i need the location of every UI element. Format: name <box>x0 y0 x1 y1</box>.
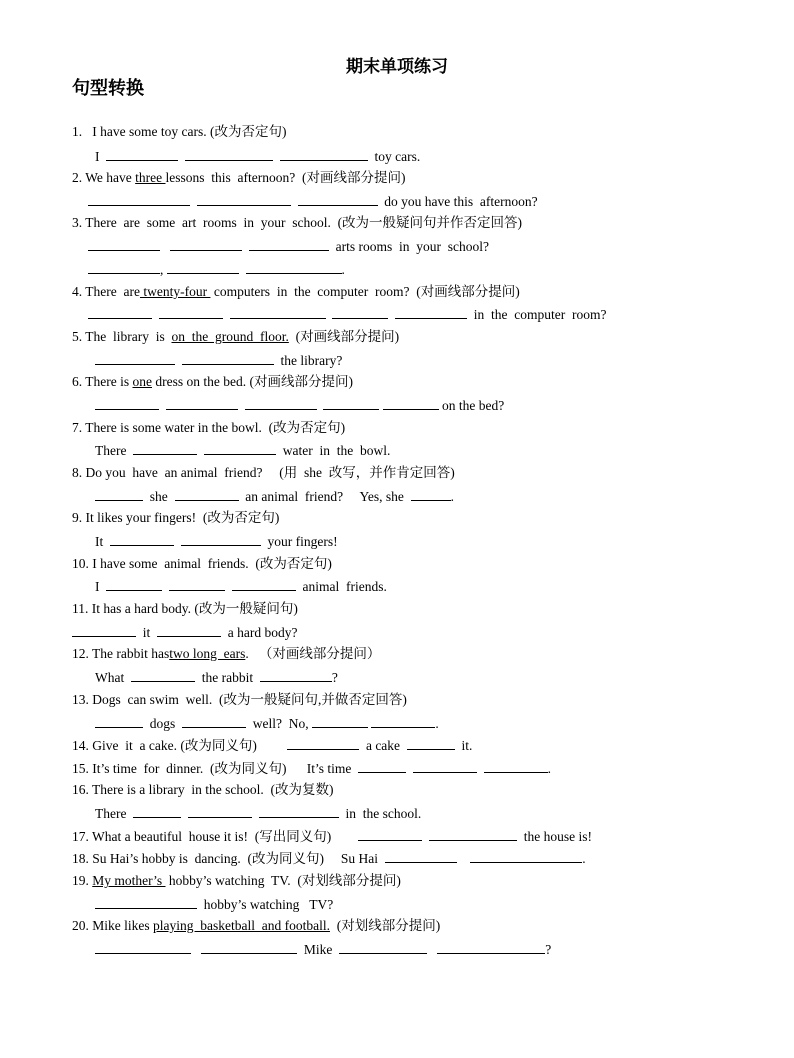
question-2 <box>72 170 405 186</box>
question-text: hobby’s watching TV. (对划线部分提问) <box>165 873 401 888</box>
answer-word: , <box>160 262 164 277</box>
question-10: 10. I have some animal friends. (改为否定句) <box>72 556 332 571</box>
answer-blank[interactable] <box>88 306 152 319</box>
answer-blank[interactable] <box>470 850 582 863</box>
question-text: (对划线部分提问) <box>329 918 441 933</box>
answer-blank[interactable] <box>106 148 178 161</box>
question-19 <box>72 873 401 889</box>
answer-word: . <box>582 851 586 866</box>
answer-blank[interactable] <box>167 261 239 274</box>
answer-blank[interactable] <box>260 669 332 682</box>
answer-word: Su Hai <box>340 851 378 866</box>
question-number: 1. <box>72 124 83 139</box>
question-3: 3. There are some art rooms in your school. (改为一般疑问句并作否定回答) <box>72 215 523 230</box>
question-13: 13. Dogs can swim well. (改为一般疑问句,并做否定回答) <box>72 692 407 707</box>
answer-word: on the bed? <box>442 398 505 413</box>
answer-line-2 <box>88 193 538 210</box>
section-heading: 句型转换 <box>72 78 144 99</box>
question-7: 7. There is some water in the bowl. (改为否定句) <box>72 420 346 435</box>
answer-blank[interactable] <box>332 306 388 319</box>
answer-blank[interactable] <box>88 193 190 206</box>
answer-word: It’s time <box>306 761 352 776</box>
answer-word: There <box>95 443 127 458</box>
answer-line-10 <box>95 578 387 595</box>
question-text: 15. It’s time for dinner. (改为同义句) <box>72 761 287 776</box>
question-text: 18. Su Hai’s hobby is dancing. (改为同义句) <box>72 851 324 866</box>
underlined-phrase: two long ears <box>169 646 246 661</box>
answer-word: . <box>547 761 551 776</box>
answer-word: It <box>95 534 104 549</box>
answer-blank[interactable] <box>407 737 455 750</box>
answer-word: water in the bowl. <box>282 443 391 458</box>
question-text: I have some toy cars. (改为否定句) <box>92 124 287 139</box>
question-9: 9. It likes your fingers! (改为否定句) <box>72 510 280 525</box>
answer-word: she <box>149 489 168 504</box>
answer-blank[interactable] <box>201 941 297 954</box>
question-text: 17. What a beautiful house it is! (写出同义句) <box>72 829 332 844</box>
answer-blank[interactable] <box>358 828 422 841</box>
answer-blank[interactable] <box>88 261 160 274</box>
question-6 <box>72 374 353 390</box>
question-5 <box>72 329 399 345</box>
page-title: 期末单项练习 <box>346 57 448 77</box>
answer-word: the rabbit <box>201 670 254 685</box>
question-18 <box>72 850 586 867</box>
answer-blank[interactable] <box>484 760 548 773</box>
answer-line-7 <box>95 442 390 459</box>
question-text: 20. Mike likes <box>72 918 153 933</box>
answer-blank[interactable] <box>182 352 274 365</box>
answer-blank[interactable] <box>157 624 221 637</box>
answer-word: arts rooms in your school? <box>335 239 489 254</box>
answer-word: do you have this afternoon? <box>384 194 538 209</box>
answer-blank[interactable] <box>72 624 136 637</box>
answer-blank[interactable] <box>133 442 197 455</box>
answer-word: . <box>435 716 439 731</box>
answer-word: your fingers! <box>267 534 338 549</box>
answer-line-3 <box>88 238 489 255</box>
question-4 <box>72 284 520 300</box>
answer-line-3b <box>88 261 345 278</box>
underlined-phrase: playing basketball and football. <box>153 918 330 933</box>
underlined-phrase: twenty-four <box>139 284 211 299</box>
question-11: 11. It has a hard body. (改为一般疑问句) <box>72 601 298 616</box>
question-text: computers in the computer room? (对画线部分提问) <box>210 284 520 299</box>
answer-blank[interactable] <box>133 805 181 818</box>
answer-blank[interactable] <box>159 306 223 319</box>
answer-blank[interactable] <box>182 715 246 728</box>
answer-blank[interactable] <box>358 760 406 773</box>
answer-word: I <box>95 149 100 164</box>
underlined-phrase: one <box>132 374 152 389</box>
answer-word: ? <box>545 942 552 957</box>
answer-word: Yes, she <box>359 489 404 504</box>
answer-blank[interactable] <box>110 533 174 546</box>
answer-blank[interactable] <box>280 148 368 161</box>
question-text: (对画线部分提问) <box>288 329 400 344</box>
answer-word: Mike <box>303 942 333 957</box>
question-text: 14. Give it a cake. (改为同义句) <box>72 738 257 753</box>
answer-blank[interactable] <box>323 397 379 410</box>
answer-blank[interactable] <box>95 715 143 728</box>
answer-line-1 <box>95 148 420 165</box>
answer-blank[interactable] <box>429 828 517 841</box>
answer-blank[interactable] <box>95 397 159 410</box>
answer-word: There <box>95 806 127 821</box>
answer-blank[interactable] <box>298 193 378 206</box>
answer-blank[interactable] <box>395 306 467 319</box>
question-text: 5. The library is <box>72 329 172 344</box>
answer-blank[interactable] <box>88 238 160 251</box>
question-15 <box>72 760 551 777</box>
answer-blank[interactable] <box>312 715 368 728</box>
answer-blank[interactable] <box>106 578 162 591</box>
answer-blank[interactable] <box>245 397 317 410</box>
answer-blank[interactable] <box>230 306 326 319</box>
underlined-phrase: My mother’s <box>92 873 166 888</box>
answer-word: dogs <box>149 716 176 731</box>
answer-blank[interactable] <box>371 715 435 728</box>
question-text: . （对画线部分提问） <box>245 646 381 661</box>
answer-blank[interactable] <box>437 941 545 954</box>
answer-blank[interactable] <box>287 737 359 750</box>
answer-word: toy cars. <box>374 149 421 164</box>
answer-blank[interactable] <box>95 352 175 365</box>
question-text: 4. There are <box>72 284 140 299</box>
answer-word: hobby’s watching TV? <box>203 897 334 912</box>
answer-line-20 <box>95 941 551 958</box>
answer-line-8 <box>95 488 454 505</box>
question-16: 16. There is a library in the school. (改为复数) <box>72 782 334 797</box>
answer-line-19 <box>95 896 333 913</box>
question-12 <box>72 646 380 662</box>
answer-blank[interactable] <box>188 805 252 818</box>
answer-word: What <box>95 670 125 685</box>
answer-word: I <box>95 579 100 594</box>
answer-blank[interactable] <box>385 850 457 863</box>
question-number: 19. <box>72 873 93 888</box>
answer-word: . <box>341 262 345 277</box>
underlined-phrase: three <box>135 170 166 185</box>
answer-word: animal friends. <box>302 579 387 594</box>
question-text: 6. There is <box>72 374 133 389</box>
answer-blank[interactable] <box>175 488 239 501</box>
answer-line-6 <box>95 397 504 414</box>
answer-blank[interactable] <box>166 397 238 410</box>
answer-blank[interactable] <box>170 238 242 251</box>
answer-word: ? <box>331 670 338 685</box>
answer-blank[interactable] <box>95 896 197 909</box>
question-text: 12. The rabbit has <box>72 646 170 661</box>
question-14 <box>72 737 472 754</box>
answer-blank[interactable] <box>95 488 143 501</box>
answer-blank[interactable] <box>131 669 195 682</box>
answer-blank[interactable] <box>383 397 439 410</box>
answer-word: in the computer room? <box>473 307 607 322</box>
question-1 <box>72 124 286 140</box>
question-17 <box>72 828 592 845</box>
question-text: 2. We have <box>72 170 136 185</box>
answer-line-12 <box>95 669 338 686</box>
answer-word: . <box>450 489 454 504</box>
answer-word: the library? <box>280 353 343 368</box>
answer-blank[interactable] <box>95 941 191 954</box>
answer-line-4 <box>88 306 606 323</box>
answer-line-5 <box>95 352 342 369</box>
answer-word: a cake <box>365 738 401 753</box>
question-8: 8. Do you have an animal friend? (用 she 改写，并作肯定回答) <box>72 465 455 480</box>
answer-blank[interactable] <box>249 238 329 251</box>
answer-blank[interactable] <box>339 941 427 954</box>
answer-blank[interactable] <box>185 148 273 161</box>
answer-word: an animal friend? <box>245 489 344 504</box>
question-20 <box>72 918 440 934</box>
answer-word: a hard body? <box>227 625 298 640</box>
answer-blank[interactable] <box>246 261 342 274</box>
answer-blank[interactable] <box>169 578 225 591</box>
answer-word: well? No, <box>252 716 309 731</box>
answer-blank[interactable] <box>232 578 296 591</box>
answer-blank[interactable] <box>197 193 291 206</box>
answer-line-13 <box>95 715 439 732</box>
answer-word: the house is! <box>523 829 592 844</box>
answer-blank[interactable] <box>181 533 261 546</box>
answer-line-16 <box>95 805 421 822</box>
answer-word: it <box>142 625 151 640</box>
answer-blank[interactable] <box>411 488 451 501</box>
answer-blank[interactable] <box>259 805 339 818</box>
answer-line-9 <box>95 533 338 550</box>
answer-word: it. <box>461 738 473 753</box>
question-text: dress on the bed. (对画线部分提问) <box>152 374 353 389</box>
answer-blank[interactable] <box>204 442 276 455</box>
answer-blank[interactable] <box>413 760 477 773</box>
underlined-phrase: on the ground floor. <box>171 329 289 344</box>
answer-line-11 <box>72 624 298 641</box>
answer-word: in the school. <box>345 806 422 821</box>
question-text: lessons this afternoon? (对画线部分提问) <box>165 170 406 185</box>
